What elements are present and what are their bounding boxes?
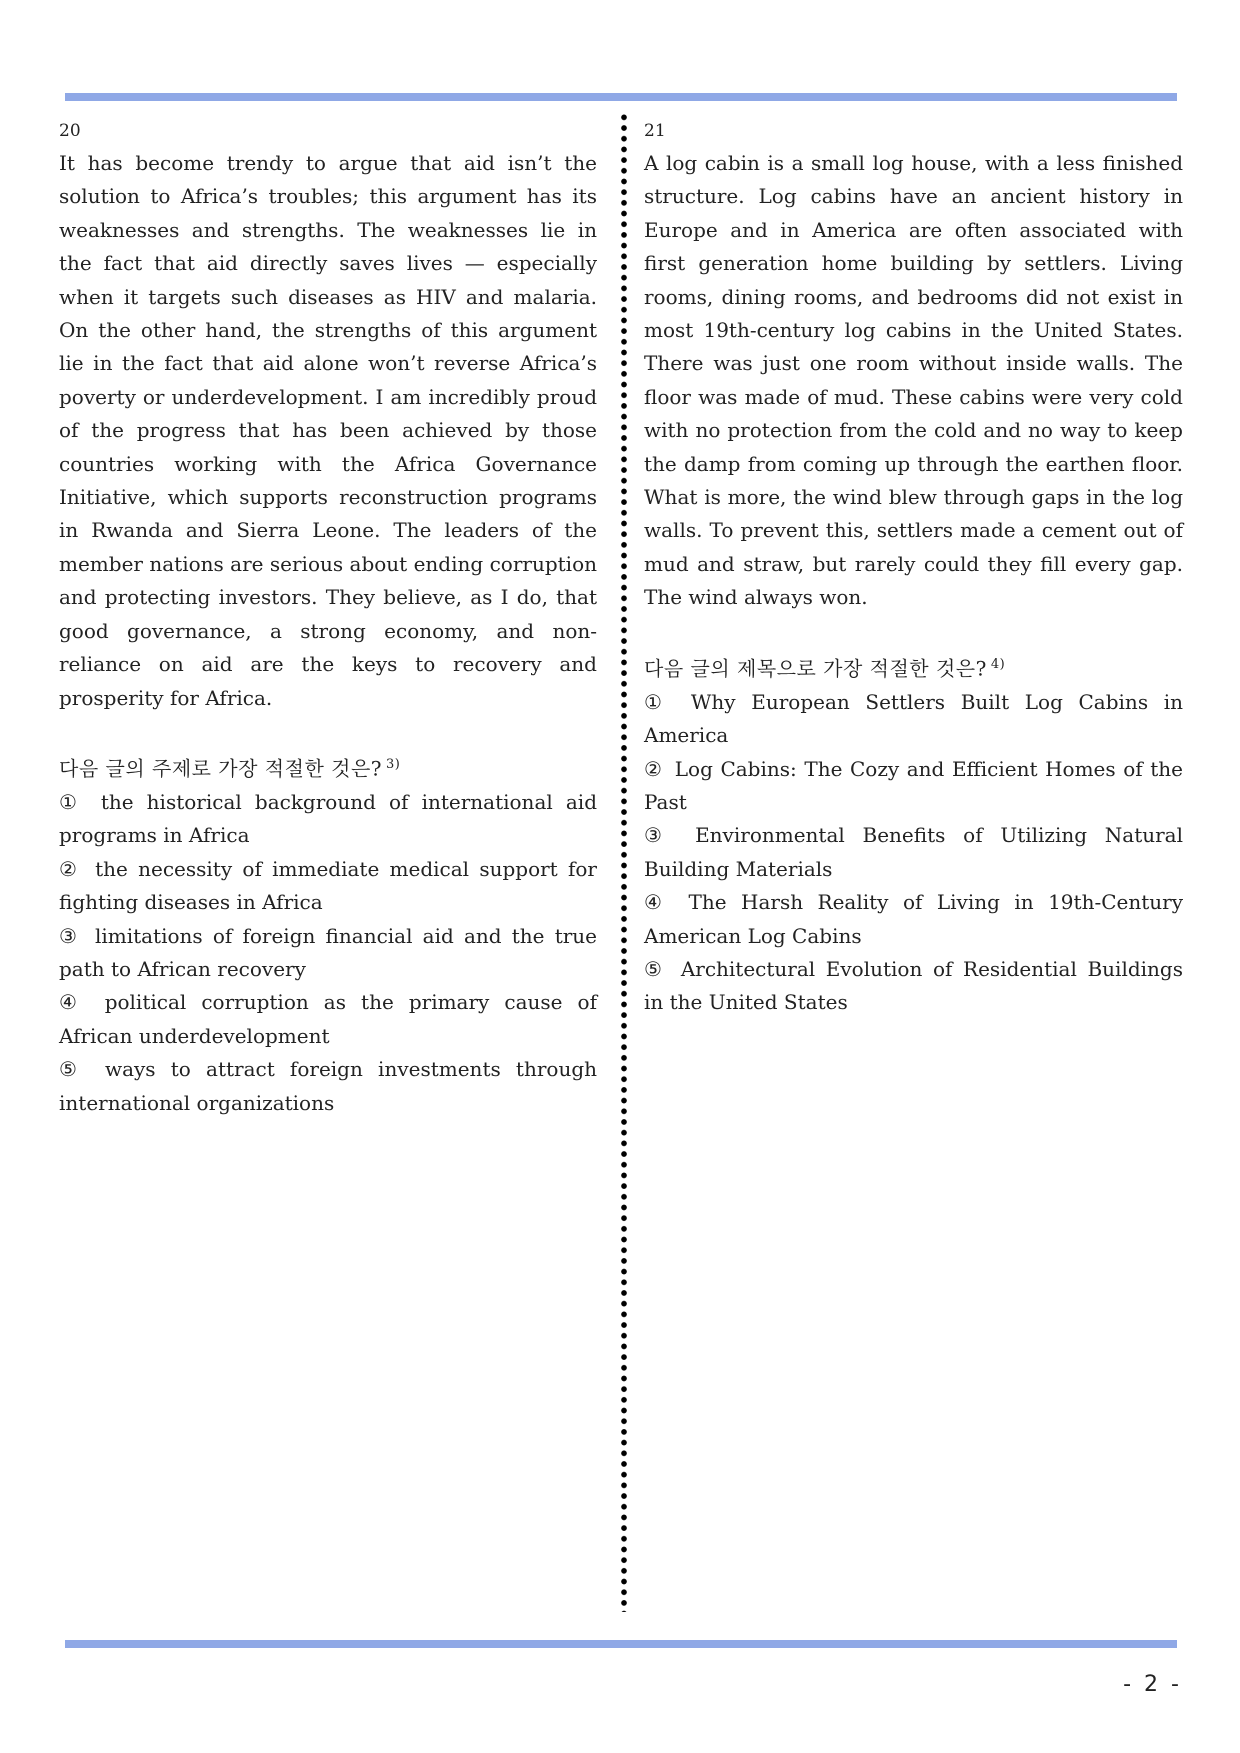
answer-option-1[interactable] bbox=[59, 786, 597, 853]
answer-option-5[interactable] bbox=[59, 1053, 597, 1120]
option-text: the necessity of immediate medical support for fighting diseases in Africa bbox=[59, 856, 597, 915]
option-number: ② bbox=[59, 856, 81, 881]
answer-option-5[interactable] bbox=[644, 953, 1183, 1020]
option-number: ④ bbox=[644, 890, 671, 915]
passage-text: It has become trendy to argue that aid isn’t the solution to Africa’s troubles; this argument has its weaknesses and strengths. The weaknesses lie in the fact that aid directly saves lives — especially when it targets such diseases as HIV and malaria. On the other hand, the strengths of this argument lie in the fact that aid alone won’t reverse Africa’s poverty or underdevelopment. I am incredibly proud of the progress that has been achieved by those countries working with the Africa Governance Initiative, which supports reconstruction programs in Rwanda and Sierra Leone. The leaders of the member nations are serious about ending corruption and protecting investors. They believe, as I do, that good governance, a strong economy, and non-reliance on aid are the keys to recovery and prosperity for Africa. bbox=[59, 151, 597, 710]
question-number: 20 bbox=[59, 121, 81, 141]
footnote-ref: 4) bbox=[990, 656, 1006, 672]
option-text: Log Cabins: The Cozy and Efficient Homes of the Past bbox=[644, 756, 1183, 814]
top-rule bbox=[65, 93, 1177, 101]
answer-option-4[interactable] bbox=[59, 986, 597, 1053]
option-text: Why European Settlers Built Log Cabins in America bbox=[644, 689, 1183, 748]
question-20-column bbox=[59, 117, 597, 1120]
answer-option-2[interactable] bbox=[59, 853, 597, 920]
bottom-rule bbox=[65, 1640, 1177, 1648]
question-prompt bbox=[59, 748, 597, 786]
option-text: Architectural Evolution of Residential Buildings in the United States bbox=[644, 957, 1183, 1015]
footnote-ref: 3) bbox=[386, 756, 401, 772]
answer-option-3[interactable] bbox=[59, 920, 597, 987]
page-number: - 2 - bbox=[1123, 1672, 1182, 1697]
option-number: ① bbox=[644, 689, 672, 714]
option-number: ④ bbox=[59, 990, 86, 1015]
question-text: 다음 글의 제목으로 가장 적절한 것은? bbox=[644, 656, 987, 681]
option-text: the historical background of international aid programs in Africa bbox=[59, 789, 597, 848]
option-text: ways to attract foreign investments through international organizations bbox=[59, 1057, 598, 1115]
question-prompt bbox=[644, 648, 1183, 686]
question-text: 다음 글의 주제로 가장 적절한 것은? bbox=[59, 756, 382, 781]
option-number: ⑤ bbox=[59, 1057, 86, 1082]
option-number: ⑤ bbox=[644, 957, 667, 981]
answer-option-4[interactable] bbox=[644, 886, 1183, 953]
answer-option-2[interactable] bbox=[644, 753, 1183, 820]
passage-text: A log cabin is a small log house, with a less finished structure. Log cabins have an ancient history in Europe and in America are often associated with first generation home building by settlers. Living rooms, dining rooms, and bedrooms did not exist in most 19th-century log cabins in the United States. There was just one room without inside walls. The floor was made of mud. These cabins were very cold with no protection from the cold and no way to keep the damp from coming up through the earthen floor. What is more, the wind blew through gaps in the log walls. To prevent this, settlers made a cement out of mud and straw, but rarely could they fill every gap. The wind always won. bbox=[644, 151, 1183, 610]
option-text: limitations of foreign financial aid and the true path to African recovery bbox=[59, 923, 598, 981]
option-text: political corruption as the primary cause of African underdevelopment bbox=[59, 990, 597, 1048]
option-text: Environmental Benefits of Utilizing Natural Building Materials bbox=[644, 823, 1184, 881]
option-number: ② bbox=[644, 756, 664, 781]
option-text: The Harsh Reality of Living in 19th-Century American Log Cabins bbox=[644, 890, 1184, 948]
option-number: ③ bbox=[59, 923, 81, 948]
answer-option-1[interactable] bbox=[644, 686, 1183, 753]
option-number: ① bbox=[59, 789, 84, 814]
option-number: ③ bbox=[644, 823, 674, 848]
column-divider bbox=[619, 112, 629, 1612]
question-21-column bbox=[644, 117, 1183, 1020]
question-number: 21 bbox=[644, 121, 666, 141]
answer-option-3[interactable] bbox=[644, 819, 1183, 886]
